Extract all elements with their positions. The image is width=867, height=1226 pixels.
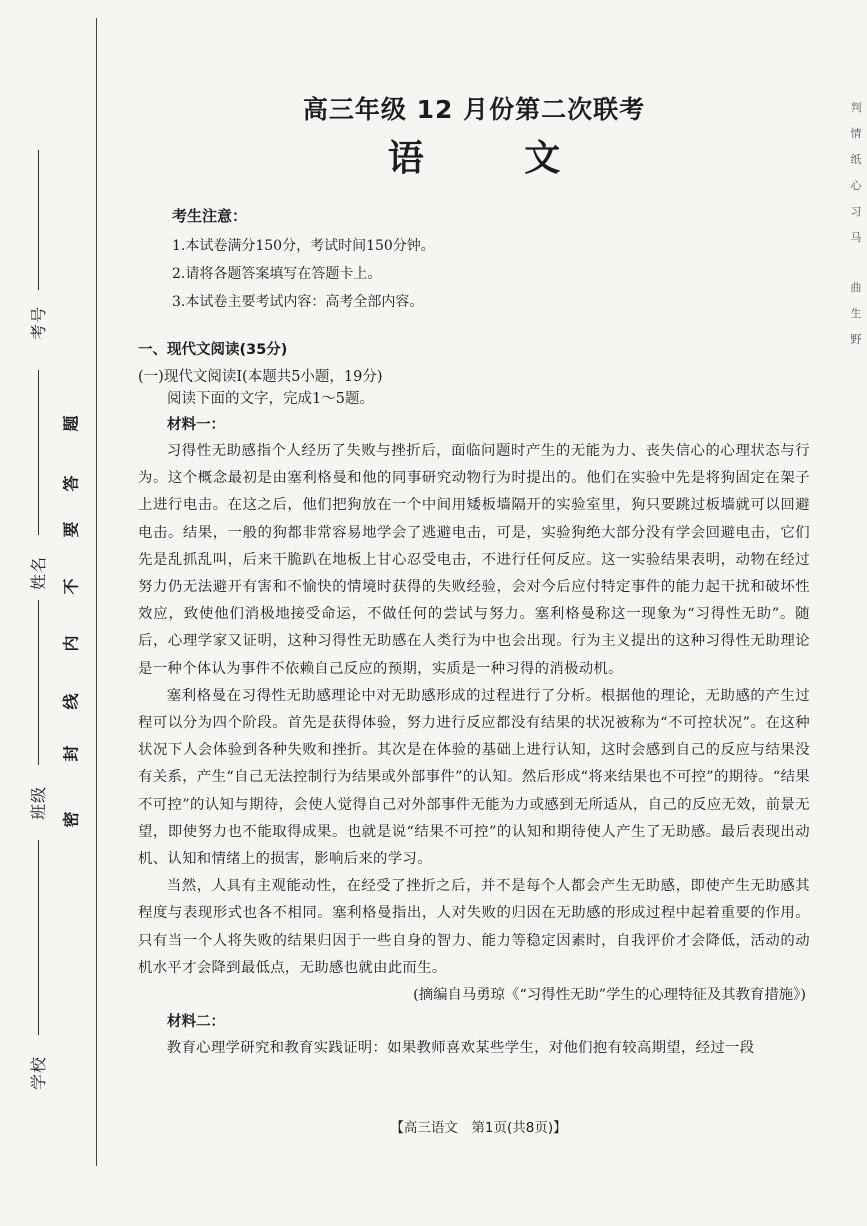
- margin-char: 曲: [850, 281, 862, 294]
- school-rule: [38, 840, 39, 1035]
- margin-char: 情: [850, 127, 862, 140]
- seal-word: 不: [61, 578, 81, 595]
- notice-heading: 考生注意：: [172, 207, 248, 225]
- paragraph: 当然，人具有主观能动性，在经受了挫折之后，并不是每个人都会产生无助感，即使产生无助感其程度与表现形式也各不相同。塞利格曼指出，人对失败的归因在无助感的形成过程中起着重要的作用。只有当一个人将失败的结果归因于一些自身的智力、能力等稳定因素时，自我评价才会降低，活动的动机水平才会降到最低点，无助感也就由此而生。: [138, 878, 810, 976]
- paragraph: 塞利格曼在习得性无助感理论中对无助感形成的过程进行了分析。根据他的理论，无助感的产生过程可以分为四个阶段。首先是获得体验，努力进行反应都没有结果的状况被称为“不可控状况”。在这种状况下人会体验到各种失败和挫折。其次是在体验的基础上进行认知，这时会感到自己的反应与结果没有关系，产生“自己无法控制行为结果或外部事件”的认知。然后形成“将来结果也不可控”的期待。“结果不可控”的认知与期待，会使人觉得自己对外部事件无能为力或感到无所适从，自己的反应无效，前景无望，即使努力也不能取得成果。也就是说“结果不可控”的认知和期待使人产生了无助感。最后表现出动机、认知和情绪上的损害，影响后来的学习。: [138, 687, 810, 868]
- name-label: 姓名: [29, 555, 48, 590]
- seal-word: 线: [61, 693, 81, 710]
- name-rule: [38, 370, 39, 535]
- paragraph: 教育心理学研究和教育实践证明：如果教师喜欢某些学生，对他们抱有较高期望，经过一段: [166, 1040, 755, 1057]
- margin-char: 野: [850, 333, 862, 346]
- right-margin-text: [845, 95, 867, 353]
- material-label: 材料一：: [167, 417, 225, 433]
- class-label: 班级: [29, 785, 48, 820]
- material-source: (摘编自马勇琼《“习得性无助”学生的心理特征及其教育措施》): [413, 987, 806, 1004]
- page-footer: 【高三语文 第1页(共8页)】: [390, 1120, 567, 1136]
- notice-item: 1.本试卷满分150分，考试时间150分钟。: [172, 238, 435, 254]
- seal-word: 封: [61, 745, 81, 762]
- reading-instruction: 阅读下面的文字，完成1～5题。: [167, 391, 374, 407]
- seal-word: 要: [61, 521, 81, 538]
- binding-margin: [0, 0, 100, 1226]
- seal-word: 密: [61, 811, 81, 828]
- margin-char: 生: [850, 307, 862, 320]
- subsection-heading: (一)现代文阅读Ⅰ(本题共5小题，19分): [138, 369, 383, 385]
- paragraph: 习得性无助感指个人经历了失败与挫折后，面临问题时产生的无能为力、丧失信心的心理状态与行为。这个概念最初是由塞利格曼和他的同事研究动物行为时提出的。他们在实验中先是将狗固定在架子上进行电击。在这之后，他们把狗放在一个中间用矮板墙隔开的实验室里，狗只要跳过板墙就可以回避电击。结果，一般的狗都非常容易地学会了逃避电击，可是，实验狗绝大部分没有学会回避电击，它们先是乱抓乱叫，后来干脆趴在地板上甘心忍受电击，不进行任何反应。这一实验结果表明，动物在经过努力仍无法避开有害和不愉快的情境时获得的失败经验，会对今后应付特定事件的能力起干扰和破坏性效应，致使他们消极地接受命运，不做任何的尝试与努力。塞利格曼称这一现象为“习得性无助”。随后，心理学家又证明，这种习得性无助感在人类行为中也会出现。行为主义提出的这种习得性无助理论是一种个体认为事件不依赖自己反应的预期，实质是一种习得的消极动机。: [138, 443, 810, 677]
- margin-char: 马: [850, 231, 862, 244]
- class-rule: [38, 600, 39, 765]
- seal-word: 内: [61, 635, 81, 652]
- seal-word: 题: [61, 415, 81, 432]
- exam-number-rule: [38, 150, 39, 290]
- notice-item: 2.请将各题答案填写在答题卡上。: [172, 266, 382, 282]
- binding-line: [96, 18, 97, 1166]
- seal-word: 答: [61, 475, 81, 492]
- section-heading: 一、现代文阅读(35分): [138, 342, 288, 358]
- margin-char: 判: [850, 101, 862, 114]
- exam-title: 高三年级 12 月份第二次联考: [302, 95, 646, 124]
- notice-item: 3.本试卷主要考试内容：高考全部内容。: [172, 294, 424, 310]
- margin-char: 心: [850, 179, 862, 192]
- school-label: 学校: [29, 1055, 48, 1090]
- exam-number-label: 考号: [29, 305, 48, 340]
- material-label: 材料二：: [167, 1014, 225, 1031]
- margin-char: 习: [850, 205, 862, 218]
- subject-title: 语 文: [387, 138, 605, 179]
- margin-char: 纸: [850, 153, 862, 166]
- exam-content: [138, 80, 810, 1062]
- candidate-notice: [172, 205, 810, 316]
